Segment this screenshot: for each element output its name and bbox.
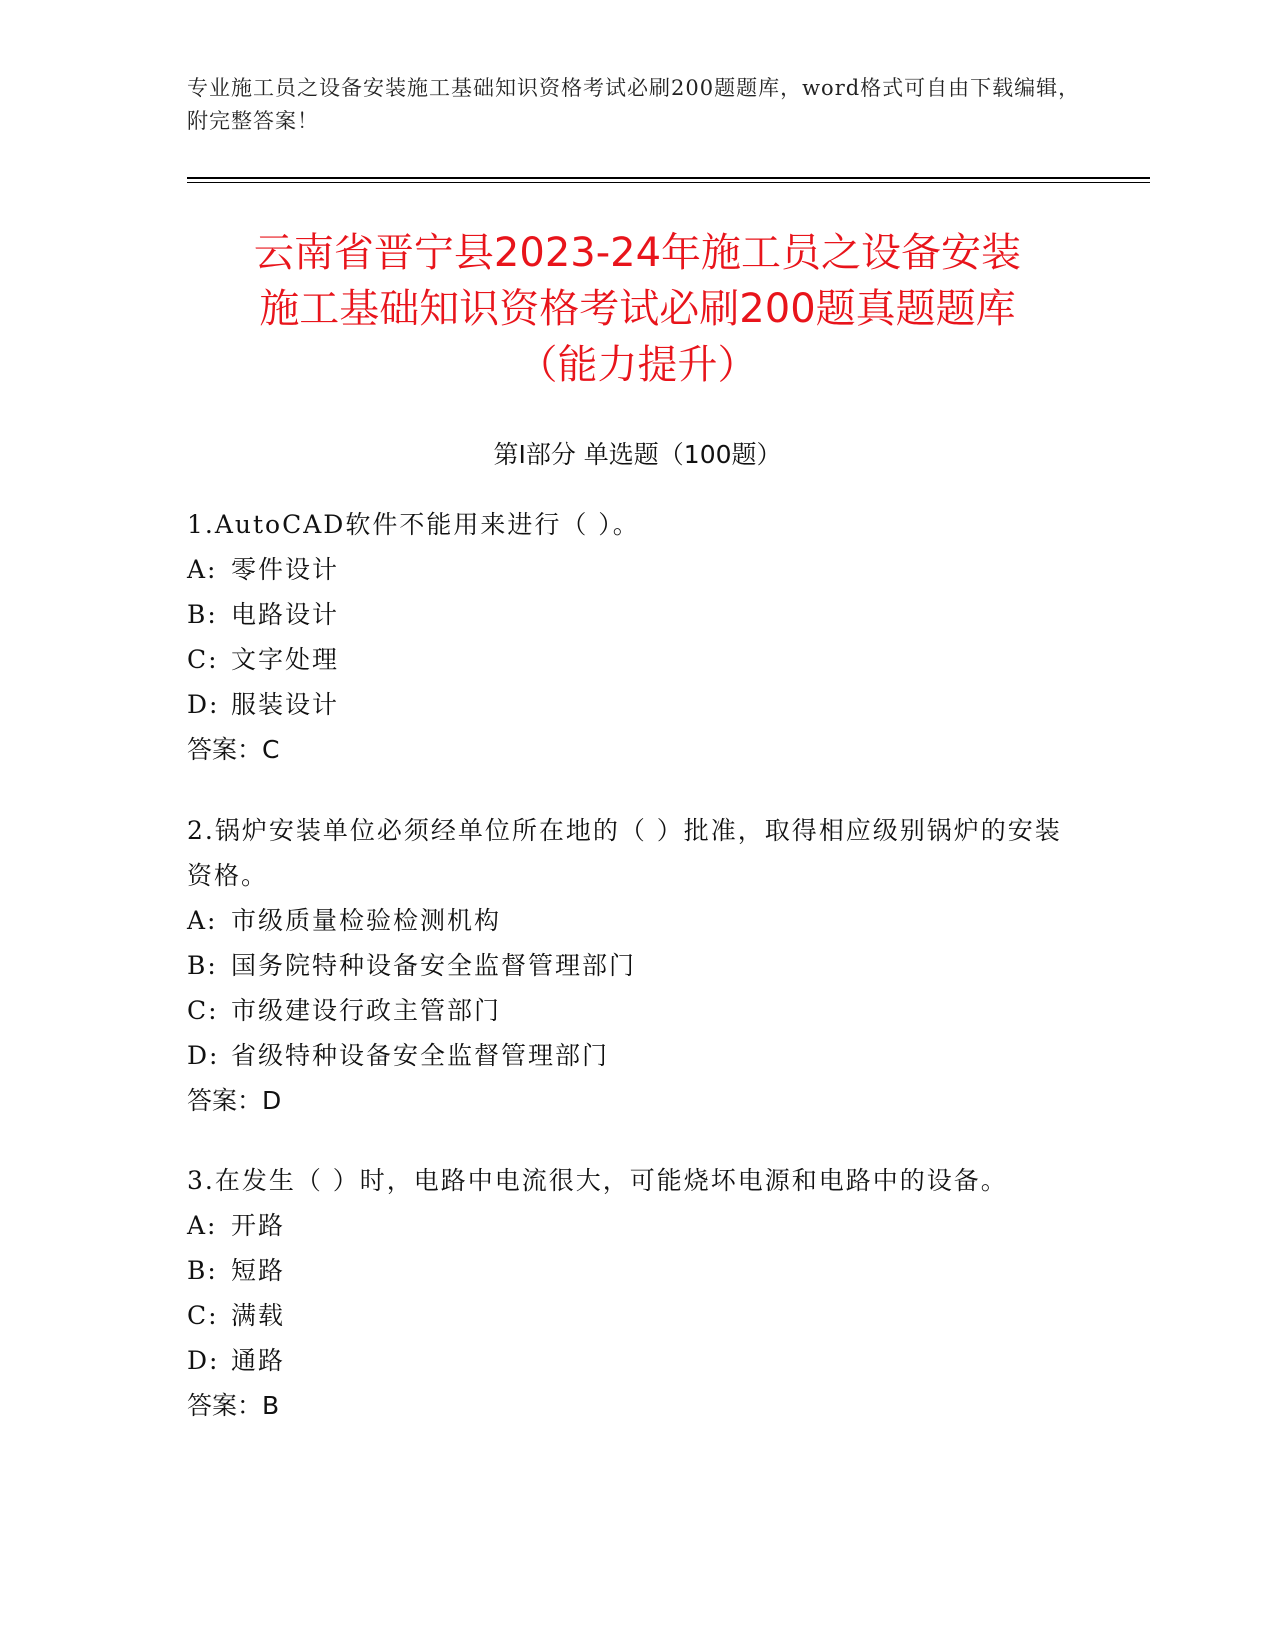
option-d [187,1338,1087,1383]
option-letter: C: [187,1301,219,1330]
option-text: 省级特种设备安全监督管理部门 [231,1041,610,1070]
title-line-2: 施工基础知识资格考试必刷200题真题题库 [259,286,1016,332]
option-text: 市级建设行政主管部门 [231,996,502,1025]
section-heading: 第Ⅰ部分 单选题（100题） [493,440,782,469]
header-note: 专业施工员之设备安装施工基础知识资格考试必刷200题题库，word格式可自由下载编辑，附完整答案！ [187,76,1081,133]
option-letter: D: [187,1041,220,1070]
option-d [187,682,1087,727]
question-2 [187,808,1087,1123]
option-text: 服装设计 [231,690,340,719]
option-letter: B: [187,1256,218,1285]
title-line-1: 云南省晋宁县2023-24年施工员之设备安装 [253,230,1022,276]
option-text: 电路设计 [231,600,340,629]
option-letter: B: [187,600,218,629]
option-letter: A: [187,906,218,935]
option-letter: A: [187,1211,218,1240]
option-a [187,898,1087,943]
option-a [187,1203,1087,1248]
option-c [187,988,1087,1033]
answer: 答案：C [187,735,280,764]
option-letter: D: [187,690,220,719]
option-letter: C: [187,996,219,1025]
option-b [187,592,1087,637]
answer: 答案：B [187,1391,280,1420]
option-text: 市级质量检验检测机构 [231,906,502,935]
question-3 [187,1158,1087,1428]
option-text: 文字处理 [231,645,340,674]
option-b [187,1248,1087,1293]
title-line-3: （能力提升） [517,342,758,388]
option-c [187,637,1087,682]
option-letter: D: [187,1346,220,1375]
page-title [150,225,1125,393]
option-letter: B: [187,951,218,980]
option-text: 开路 [231,1211,286,1240]
option-text: 短路 [231,1256,286,1285]
header-rule-thick [187,177,1150,179]
option-c [187,1293,1087,1338]
option-d [187,1033,1087,1078]
question-stem: 2.锅炉安装单位必须经单位所在地的（ ）批准，取得相应级别锅炉的安装资格。 [187,816,1062,890]
option-b [187,943,1087,988]
answer: 答案：D [187,1086,282,1115]
option-text: 满载 [231,1301,286,1330]
option-letter: A: [187,555,218,584]
option-text: 通路 [231,1346,286,1375]
question-stem: 3.在发生（ ）时，电路中电流很大，可能烧坏电源和电路中的设备。 [187,1166,1008,1195]
option-letter: C: [187,645,219,674]
question-stem: 1.AutoCAD软件不能用来进行（ ）。 [187,510,640,539]
header-rule-thin [187,182,1150,183]
question-1 [187,502,1087,772]
option-text: 国务院特种设备安全监督管理部门 [231,951,637,980]
option-text: 零件设计 [231,555,340,584]
option-a [187,547,1087,592]
